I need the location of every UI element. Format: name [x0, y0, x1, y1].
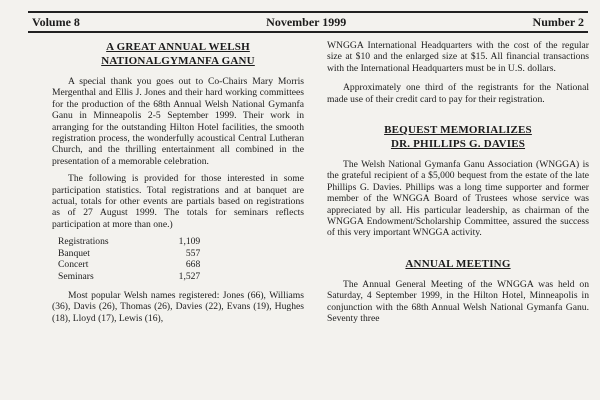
article-title-line2: NATIONALGYMANFA GANU: [101, 55, 255, 67]
article-title-line1: A GREAT ANNUAL WELSH: [106, 41, 250, 53]
stats-value: 1,527: [178, 270, 201, 282]
stats-row: [58, 271, 200, 282]
stats-row: [58, 259, 200, 270]
bequest-paragraph: The Welsh National Gymanfa Ganu Association (WNGGA) is the grateful recipient of a $5,000 bequest from the estate of the late Phillips G. Davies. Phillips was a long time supporter and former member of the WNGGA Board of Trustees whose service was appreciated by all. His particular leadership, as chairman of the WNGGA Endowment/Scholarship Committee, assured the success of this very important WNGGA activity.: [327, 159, 589, 239]
stats-value: 668: [185, 259, 201, 271]
thank-you-paragraph: A special thank you goes out to Co-Chairs Mary Morris Mergenthal and Ellis J. Jones and their hard working committees for the production of the 68th Annual Welsh National Gymanfa Ganu in Minneapolis 2-5 September 1999. Their work in arranging for the outstanding Hilton Hotel facilities, the smooth registration process, the wonderfully acoustical Central Lutheran Church, and the thrilling entertainment all combined in the presentation of a memorable celebration.: [52, 76, 304, 167]
issue-number: Number 2: [532, 14, 584, 29]
participation-stats-table: [58, 236, 200, 282]
stats-label: Registrations: [58, 236, 109, 248]
stats-row: [58, 248, 200, 259]
volume-label: Volume 8: [32, 14, 80, 29]
article-title-gymanfa: [52, 40, 304, 68]
right-column: [327, 40, 589, 325]
bequest-title-line2: DR. PHILLIPS G. DAVIES: [390, 138, 526, 151]
statistics-intro-paragraph: The following is provided for those interested in some participation statistics. Total registrations and at banquet are actual, totals for other events are partials based on registrations as of 27 August 1999. The totals for seminars reflects participation at more than one.): [52, 173, 304, 230]
article-title-meeting: ANNUAL MEETING: [405, 257, 511, 270]
stats-label: Concert: [58, 259, 89, 271]
stats-value: 1,109: [178, 236, 201, 248]
issue-date: November 1999: [266, 14, 347, 29]
stats-label: Seminars: [58, 270, 94, 282]
left-column: [52, 40, 304, 324]
stats-label: Banquet: [58, 247, 90, 259]
headquarters-paragraph: WNGGA International Headquarters with the cost of the regular size at $10 and the enlarged size at $15. All financial transactions with the International Headquarters must be in U.S. dollars.: [327, 40, 589, 74]
stats-row: [58, 236, 200, 247]
credit-card-paragraph: Approximately one third of the registrants for the National made use of their credit card to pay for their registration.: [327, 82, 589, 105]
bequest-title-line1: BEQUEST MEMORIALIZES: [384, 124, 532, 137]
stats-value: 557: [185, 247, 201, 259]
popular-names-paragraph: Most popular Welsh names registered: Jones (66), Williams (36), Davis (26), Thomas (26), Davies (22), Evans (19), Hughes (18), Lloyd (17), Lewis (16),: [52, 289, 304, 324]
annual-meeting-paragraph: The Annual General Meeting of the WNGGA was held on Saturday, 4 September 1999, in the Hilton Hotel, Minneapolis in conjunction with the 68th Annual Welsh National Gymanfa Ganu. Seventy three: [327, 278, 589, 325]
article-title-bequest: [327, 123, 589, 151]
masthead: [28, 11, 588, 33]
